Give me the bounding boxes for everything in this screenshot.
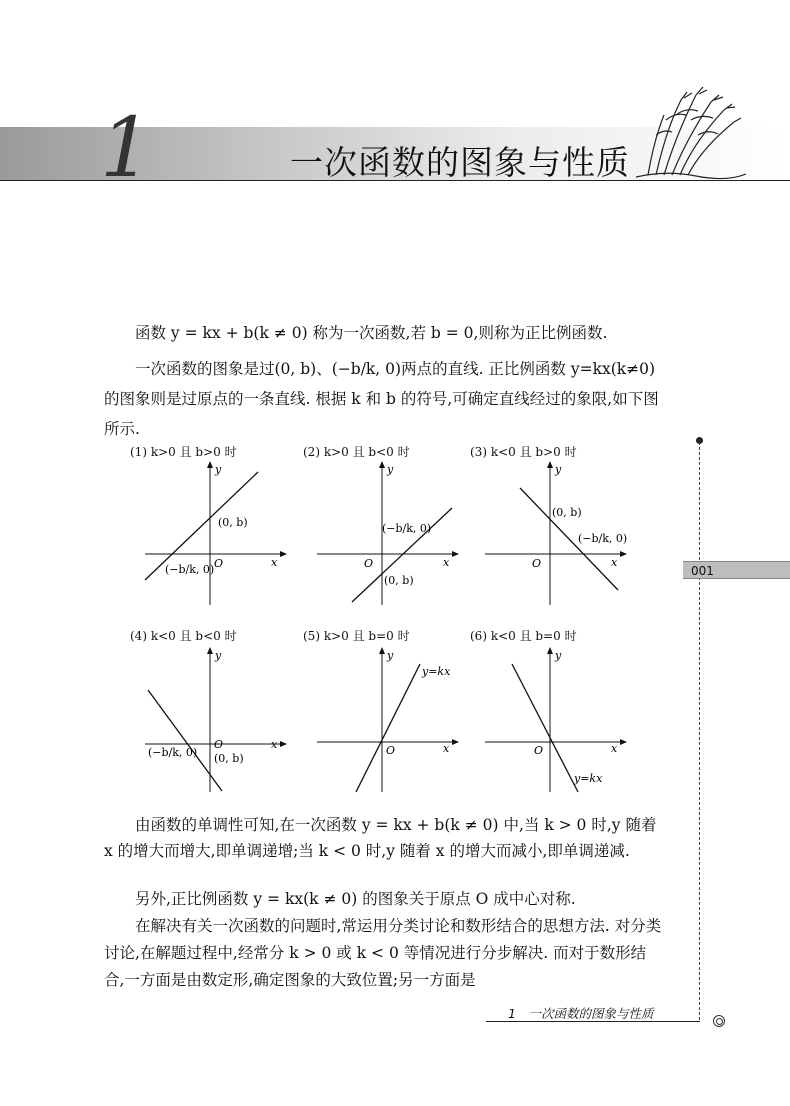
origin-label: O [364, 557, 374, 570]
x-axis-arrow [452, 551, 459, 557]
line-label: y=kx [422, 665, 451, 678]
footer-rule [486, 1021, 700, 1022]
y-axis-arrow [547, 647, 553, 654]
caption-6: (6) k<0 且 b=0 时 [470, 629, 577, 643]
footer-circle-icon [713, 1015, 725, 1027]
paragraph-4 [104, 886, 664, 913]
y-label: y [215, 463, 222, 476]
x-axis-arrow [620, 551, 627, 557]
x-axis-arrow [452, 739, 459, 745]
reed-illustration [636, 80, 746, 180]
y-intercept-label: (0, b) [218, 516, 248, 529]
paragraph-1-text: 函数 y = kx + b(k ≠ 0) 称为一次函数,若 b = 0,则称为正比例函数. [135, 324, 608, 342]
x-label: x [443, 556, 450, 569]
graph-5 [312, 644, 462, 794]
paragraph-5 [104, 913, 664, 994]
x-intercept-label: (−b/k, 0) [148, 746, 198, 759]
graph-line [512, 664, 578, 792]
chapter-title: 一次函数的图象与性质 [290, 143, 630, 182]
paragraph-3-text: 由函数的单调性可知,在一次函数 y = kx + b(k ≠ 0) 中,当 k > 0 时,y 随着 x 的增大而增大,即单调递增;当 k < 0 时,y 随着 x 的增大而减小,即单调递减. [104, 816, 657, 860]
y-intercept-label: (0, b) [552, 506, 582, 519]
paragraph-1 [104, 320, 664, 347]
paragraph-4-text: 另外,正比例函数 y = kx(k ≠ 0) 的图象关于原点 O 成中心对称. [135, 890, 576, 908]
y-label: y [555, 463, 562, 476]
graph-line [356, 664, 420, 792]
graph-4 [140, 644, 290, 794]
y-axis-arrow [207, 461, 213, 468]
y-intercept-label: (0, b) [214, 752, 244, 765]
x-axis-arrow [280, 741, 287, 747]
x-intercept-label: (−b/k, 0) [382, 522, 432, 535]
graph-2 [312, 460, 462, 610]
x-axis-arrow [620, 739, 627, 745]
graph-3 [480, 460, 630, 610]
x-label: x [611, 742, 618, 755]
x-intercept-label: (−b/k, 0) [165, 563, 215, 576]
y-intercept-label: (0, b) [384, 574, 414, 587]
paragraph-5-text: 在解决有关一次函数的问题时,常运用分类讨论和数形结合的思想方法. 对分类讨论,在解题过程中,经常分 k > 0 或 k < 0 等情况进行分步解决. 而对于数形结合,一方面是由数定形,确定图象的大致位置;另一方面是 [104, 917, 662, 989]
caption-2: (2) k>0 且 b<0 时 [303, 445, 410, 459]
x-label: x [271, 556, 278, 569]
x-intercept-label: (−b/k, 0) [578, 532, 628, 545]
x-axis-arrow [280, 551, 287, 557]
paragraph-2-text: 一次函数的图象是过(0, b)、(−b/k, 0)两点的直线. 正比例函数 y=kx(k≠0)的图象则是过原点的一条直线. 根据 k 和 b 的符号,可确定直线经过的象限,如下图所示. [104, 360, 659, 438]
y-label: y [387, 463, 394, 476]
origin-label: O [214, 557, 224, 570]
graph-6 [480, 644, 630, 794]
margin-dashed-rule [699, 442, 700, 1020]
origin-label: O [532, 557, 542, 570]
caption-1: (1) k>0 且 b>0 时 [130, 445, 237, 459]
origin-label: O [386, 744, 396, 757]
x-label: x [611, 556, 618, 569]
graph-1 [140, 460, 290, 610]
y-axis-arrow [547, 461, 553, 468]
page-number-tab: 001 [683, 561, 790, 579]
y-label: y [387, 649, 394, 662]
running-footer: 1 一次函数的图象与性质 [508, 1006, 654, 1021]
line-label: y=kx [574, 772, 603, 785]
caption-3: (3) k<0 且 b>0 时 [470, 445, 577, 459]
paragraph-2 [104, 354, 664, 444]
caption-5: (5) k>0 且 b=0 时 [303, 629, 410, 643]
y-label: y [215, 649, 222, 662]
origin-label: O [214, 738, 224, 751]
graph-line [148, 690, 222, 791]
y-axis-arrow [379, 461, 385, 468]
caption-4: (4) k<0 且 b<0 时 [130, 629, 237, 643]
y-axis-arrow [207, 647, 213, 654]
y-label: y [555, 649, 562, 662]
paragraph-3 [104, 812, 664, 864]
x-label: x [271, 738, 278, 751]
origin-label: O [534, 744, 544, 757]
chapter-number: 1 [100, 101, 153, 196]
y-axis-arrow [379, 647, 385, 654]
x-label: x [443, 742, 450, 755]
